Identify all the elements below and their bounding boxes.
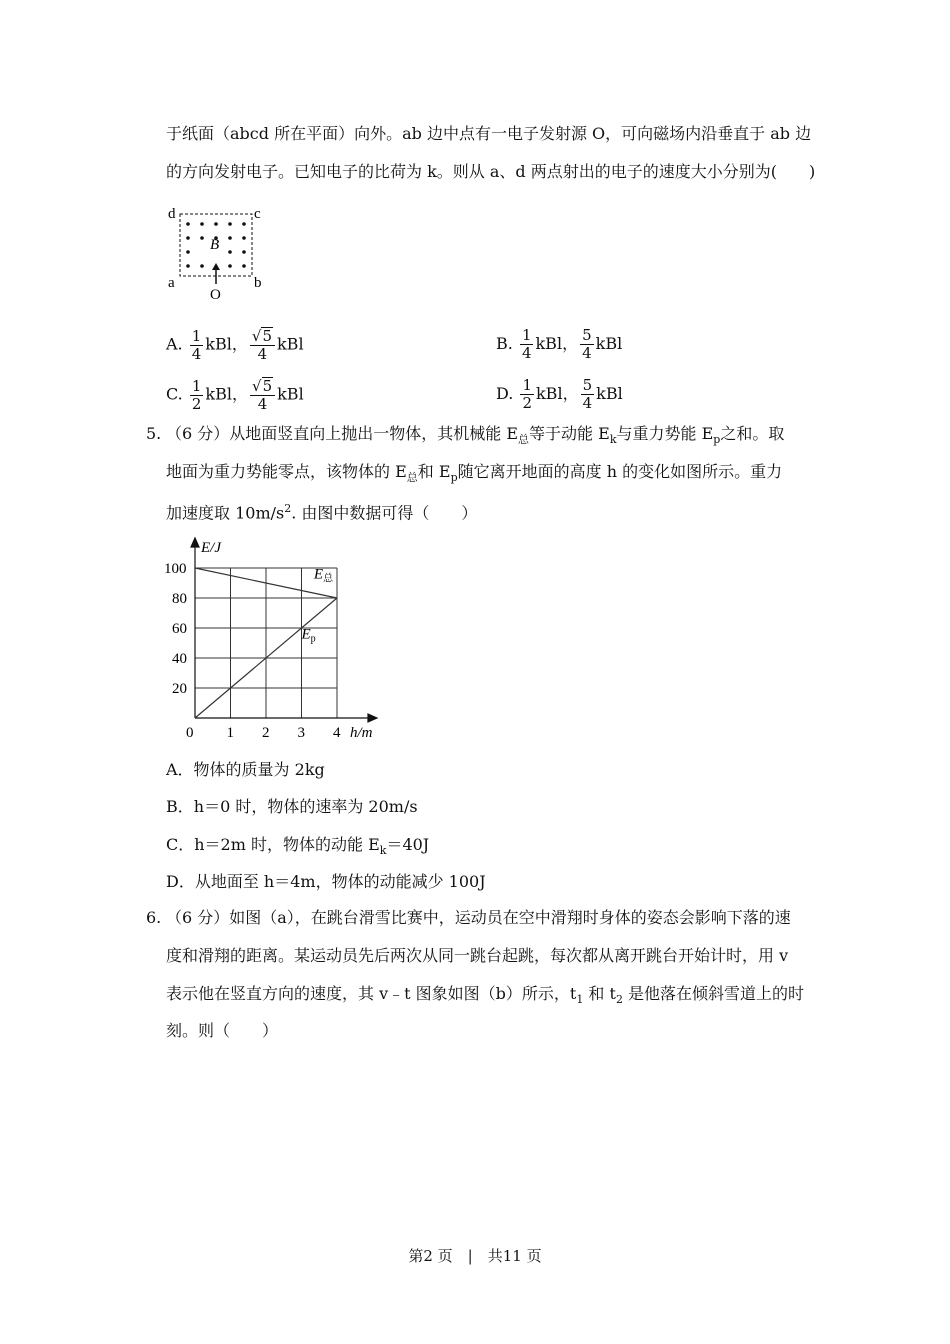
field-dot-icon <box>242 222 246 226</box>
q5-text-line-1: （6 分）从地面竖直向上抛出一物体，其机械能 $E_总$等于动能 $E_k$与重力势能 $E_p$之和。取 <box>166 424 785 447</box>
field-dot-icon <box>242 250 246 254</box>
field-dot-icon <box>186 222 190 226</box>
field-dot-icon <box>186 250 190 254</box>
field-dot-icon <box>186 264 190 268</box>
q4-option-b: B. $\frac{1}{4}$ kBl， $\frac{5}{4}$ kBl <box>496 326 623 362</box>
series-label-0: $E_总$ <box>313 566 334 585</box>
field-label: B <box>210 237 220 253</box>
x-tick-label: 0 <box>186 725 194 741</box>
q5-number: 5. <box>146 424 162 443</box>
y-axis-arrow-icon <box>191 538 199 547</box>
q5-option-c: C．h＝2m 时，物体的动能 $E_k=40J$ <box>166 835 430 858</box>
corner-label-a: a <box>168 275 175 291</box>
q5-option-b: B．h＝0 时，物体的速率为 20m/s <box>166 797 418 816</box>
field-dot-icon <box>242 236 246 240</box>
field-dot-icon <box>242 264 246 268</box>
field-dot-icon <box>186 236 190 240</box>
x-tick-label: 4 <box>333 725 341 741</box>
field-dot-icon <box>228 264 232 268</box>
q4-option-a: A. $\frac{1}{4}$ kBl， √ 5 4 kBl <box>166 326 304 363</box>
q6-text-line-4: 刻。则（ ） <box>166 1021 279 1040</box>
corner-label-b: b <box>254 275 262 291</box>
q4-text-line-1: 于纸面（abcd 所在平面）向外。ab 边中点有一电子发射源 O，可向磁场内沿垂直于 ab 边 <box>166 124 812 143</box>
q5-text-line-2: 地面为重力势能零点，该物体的 $E_总$和 $E_p$随它离开地面的高度 h 的变化如图所示。重力 <box>166 462 783 485</box>
x-axis-label: h/m <box>350 725 373 741</box>
q4-option-d: D. $\frac{1}{2}$ kBl， $\frac{5}{4}$ kBl <box>496 376 623 412</box>
y-tick-label: 20 <box>172 681 187 697</box>
energy-height-chart <box>160 530 390 745</box>
x-tick-label: 2 <box>262 725 270 741</box>
q6-text-line-1: （6 分）如图（a），在跳台滑雪比赛中，运动员在空中滑翔时身体的姿态会影响下落的速 <box>166 908 791 927</box>
source-label: O <box>210 287 221 303</box>
x-axis-arrow-icon <box>368 714 377 722</box>
corner-label-c: c <box>254 206 261 222</box>
q4-option-c: C. $\frac{1}{2}$ kBl， √ 5 4 kBl <box>166 376 304 413</box>
q4-text-line-2: 的方向发射电子。已知电子的比荷为 k。则从 a、d 两点射出的电子的速度大小分别为( ) <box>166 162 816 181</box>
y-tick-label: 40 <box>172 651 187 667</box>
x-tick-label: 1 <box>226 725 234 741</box>
q6-text-line-2: 度和滑翔的距离。某运动员先后两次从同一跳台起跳，每次都从离开跳台开始计时，用 v <box>166 946 789 965</box>
page-footer: 第2 页 | 共11 页 <box>408 1247 542 1265</box>
field-dot-icon <box>228 222 232 226</box>
field-dot-icon <box>214 222 218 226</box>
q5-text-line-3: 加速度取 $10m/s^2$. 由图中数据可得（ ） <box>166 502 478 523</box>
y-tick-label: 80 <box>172 591 187 607</box>
x-tick-label: 3 <box>297 725 305 741</box>
field-dot-icon <box>228 250 232 254</box>
field-dot-icon <box>200 264 204 268</box>
corner-label-d: d <box>168 206 176 222</box>
q4-magnetic-field-figure <box>164 204 274 304</box>
emission-arrow-icon <box>212 263 220 270</box>
field-dot-icon <box>200 222 204 226</box>
y-tick-label: 100 <box>164 561 187 577</box>
q6-number: 6. <box>146 908 162 927</box>
series-label-1: $E_p$ <box>301 626 316 645</box>
field-dot-icon <box>200 236 204 240</box>
y-tick-label: 60 <box>172 621 187 637</box>
q5-option-a: A．物体的质量为 2kg <box>166 760 325 779</box>
field-dot-icon <box>228 236 232 240</box>
q5-option-d: D．从地面至 h＝4m，物体的动能减少 100J <box>166 872 486 891</box>
q6-text-line-3: 表示他在竖直方向的速度，其 v﹣t 图象如图（b）所示，$t_1$ 和 $t_2$ 是他落在倾斜雪道上的时 <box>166 984 805 1007</box>
y-axis-label: E/J <box>201 540 221 556</box>
